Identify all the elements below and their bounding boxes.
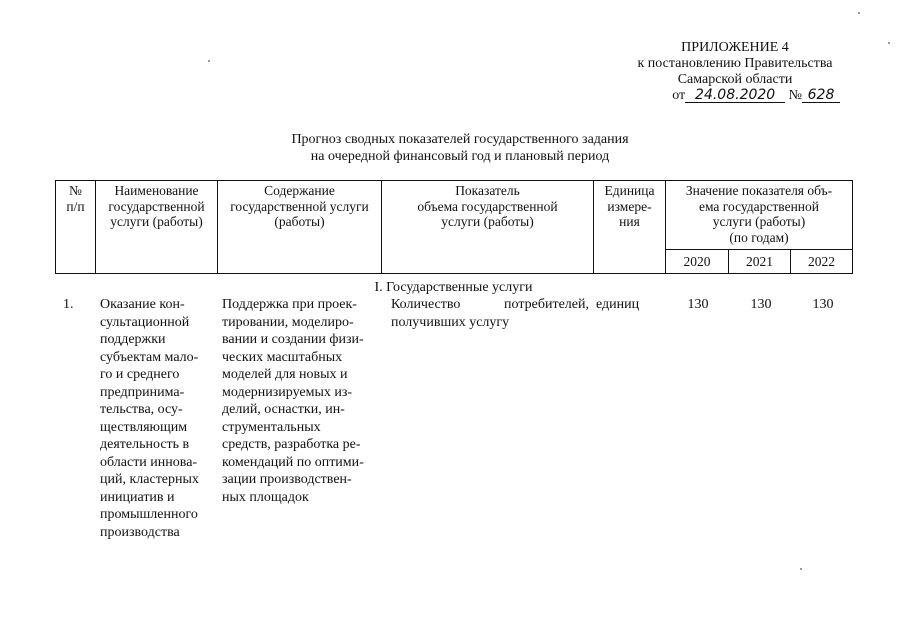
document-title-line-1: Прогноз сводных показателей государственного задания [291, 132, 629, 147]
row-service-name: Оказание кон- сультационной поддержки субъектам мало- го и среднего предпринима- тельства, осу- ществляющим деятельность в области иннова- ций, кластерных инициатив и промышленного производства [100, 297, 199, 540]
section-title: I. Государственные услуги [374, 280, 533, 295]
handwritten-number: 628 [802, 88, 840, 103]
appendix-line-1: к постановлению Правительства [637, 56, 833, 71]
header-content: Содержание государственной услуги (работы) [218, 181, 382, 274]
scan-speck [858, 12, 860, 14]
row-value-2020: 130 [687, 297, 709, 312]
number-label: № [788, 88, 802, 103]
document-title-line-2: на очередной финансовый год и плановый период [310, 149, 610, 164]
row-indicator: Количество потребителей, получивших услугу [391, 297, 589, 330]
header-unit: Единица измере- ния [594, 181, 666, 274]
handwritten-date: 24.08.2020 [685, 88, 785, 103]
appendix-title: ПРИЛОЖЕНИЕ 4 [681, 40, 789, 55]
document-title [200, 131, 720, 165]
appendix-line-2: Самарской области [677, 72, 793, 87]
header-year-2022: 2022 [791, 250, 853, 274]
from-label: от [672, 88, 686, 103]
header-value: Значение показателя объ- ема государственной услуги (работы) (по годам) [666, 181, 853, 250]
scan-speck [208, 60, 210, 62]
row-value-2022: 130 [812, 297, 834, 312]
row-num: 1. [63, 297, 74, 312]
header-name: Наименование государственной услуги (работы) [96, 181, 218, 274]
appendix-date-number [560, 88, 905, 104]
row-value-2021: 130 [750, 297, 772, 312]
indicators-table-header [55, 180, 853, 274]
row-unit: единиц [596, 297, 640, 312]
scan-speck [800, 568, 802, 570]
header-year-2020: 2020 [666, 250, 729, 274]
header-indicator: Показатель объема государственной услуги (работы) [382, 181, 594, 274]
appendix-header [560, 40, 905, 104]
row-service-content: Поддержка при проек- тировании, моделиро- вании и создании физи- ческих масштабных моделей для новых и модернизируемых из- делий, оснастки, ин- струментальных средств, разработка ре- комендаций по оптими- зации производствен- ных площадок [222, 297, 364, 505]
header-num: № п/п [56, 181, 96, 274]
header-year-2021: 2021 [729, 250, 791, 274]
